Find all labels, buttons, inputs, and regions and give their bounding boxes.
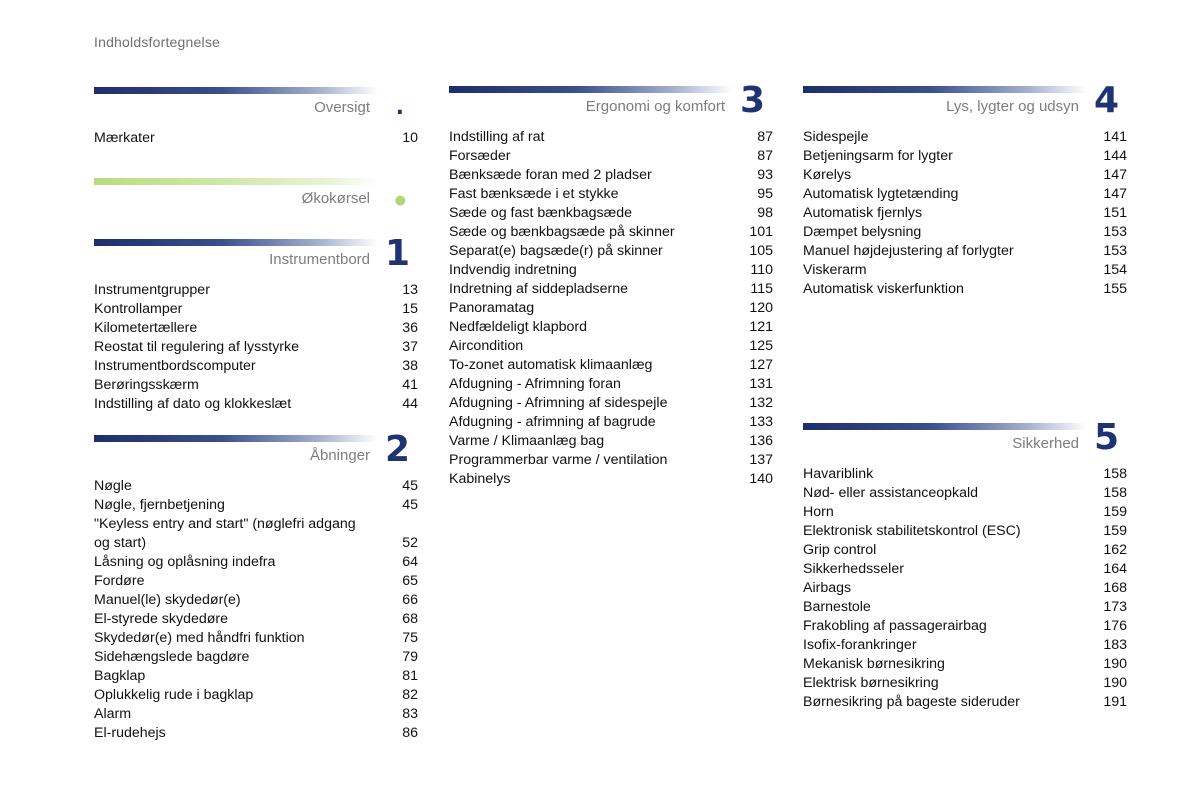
section-bar (449, 86, 733, 93)
toc-entry[interactable] (94, 667, 418, 686)
entry-page-number: 81 (402, 668, 418, 684)
toc-entry[interactable] (94, 319, 418, 338)
toc-entry[interactable] (449, 413, 773, 432)
entry-page-number: 120 (749, 300, 773, 316)
toc-entry[interactable] (803, 579, 1127, 598)
section-bar (94, 87, 378, 94)
section-number: 4 (1093, 80, 1119, 121)
section-bar (94, 239, 378, 246)
entry-page-number: 144 (1103, 148, 1127, 164)
entry-label: Kilometertællere (94, 320, 198, 336)
toc-entry[interactable] (94, 338, 418, 357)
entry-page-number: 121 (749, 319, 773, 335)
entry-page-number: 105 (749, 243, 773, 259)
toc-entry[interactable] (803, 204, 1127, 223)
section-abninger (94, 429, 418, 743)
toc-entry[interactable] (803, 185, 1127, 204)
toc-entry[interactable] (94, 591, 418, 610)
entry-label: Automatisk lygtetænding (803, 186, 959, 202)
entry-label: Indretning af siddepladserne (449, 281, 629, 297)
entry-label: Afdugning - afrimning af bagrude (449, 414, 656, 430)
entry-page-number: 154 (1103, 262, 1127, 278)
entry-label: Kontrollamper (94, 301, 183, 317)
section-bar (94, 435, 378, 442)
entry-label: Kørelys (803, 167, 852, 183)
entry-page-number: 95 (757, 186, 773, 202)
entry-label: Forsæder (449, 148, 511, 164)
toc-entry[interactable] (94, 496, 418, 515)
entry-label: Sæde og fast bænkbagsæde (449, 205, 632, 221)
entry-page-number: 168 (1103, 580, 1127, 596)
entry-page-number: 15 (402, 301, 418, 317)
entry-page-number: 44 (402, 396, 418, 412)
toc-entry[interactable] (803, 541, 1127, 560)
section-header (94, 87, 418, 129)
entry-label: Kabinelys (449, 471, 511, 487)
toc-entry[interactable] (449, 318, 773, 337)
entry-page-number: 68 (402, 611, 418, 627)
entry-list (803, 465, 1127, 712)
section-header (449, 80, 773, 128)
entry-page-number: 137 (749, 452, 773, 468)
section-bar (803, 423, 1087, 430)
entry-label: Viskerarm (803, 262, 867, 278)
section-lys (803, 80, 1127, 299)
entry-label: Isofix-forankringer (803, 637, 917, 653)
entry-page-number: 173 (1103, 599, 1127, 615)
section-number: 3 (739, 80, 765, 121)
entry-list (94, 129, 418, 148)
entry-page-number: 45 (402, 497, 418, 513)
toc-entry[interactable] (803, 128, 1127, 147)
toc-entry[interactable] (449, 280, 773, 299)
section-ergonomi (449, 80, 773, 489)
toc-entry[interactable] (803, 503, 1127, 522)
entry-label: Mærkater (94, 130, 155, 146)
entry-page-number: 115 (750, 281, 773, 297)
entry-label: Panoramatag (449, 300, 535, 316)
entry-page-number: 132 (749, 395, 773, 411)
entry-page-number: 191 (1103, 694, 1127, 710)
entry-page-number: 133 (749, 414, 773, 430)
entry-page-number: 10 (402, 130, 418, 146)
entry-label: Fast bænksæde i et stykke (449, 186, 619, 202)
entry-page-number: 164 (1103, 561, 1127, 577)
toc-entry[interactable] (449, 394, 773, 413)
entry-page-number: 13 (402, 282, 418, 298)
entry-label: Manuel højdejustering af forlygter (803, 243, 1014, 259)
entry-label: Nød- eller assistanceopkald (803, 485, 979, 501)
entry-page-number: 183 (1103, 637, 1127, 653)
entry-page-number: 151 (1103, 205, 1127, 221)
toc-entry[interactable] (94, 553, 418, 572)
entry-page-number: 159 (1103, 523, 1127, 539)
toc-entry[interactable] (803, 280, 1127, 299)
section-title[interactable]: Ergonomi og komfort (585, 98, 725, 115)
entry-page-number: 79 (402, 649, 418, 665)
entry-page-number: 83 (402, 706, 418, 722)
entry-page-number: 131 (749, 376, 773, 392)
entry-label: Bagklap (94, 668, 146, 684)
entry-label: Frakobling af passagerairbag (803, 618, 987, 634)
entry-list (803, 128, 1127, 299)
entry-label: Indstilling af dato og klokkeslæt (94, 396, 292, 412)
entry-label: Afdugning - Afrimning foran (449, 376, 621, 392)
section-header (94, 233, 418, 281)
entry-label: Låsning og oplåsning indefra (94, 554, 276, 570)
toc-entry[interactable] (449, 299, 773, 318)
entry-label: Oplukkelig rude i bagklap (94, 687, 254, 703)
entry-label: Nøgle (94, 478, 132, 494)
toc-entry[interactable] (449, 375, 773, 394)
section-oversigt (94, 87, 418, 148)
entry-label: "Keyless entry and start" (nøglefri adgang og start) (94, 516, 356, 551)
toc-entry[interactable] (449, 337, 773, 356)
entry-label: Afdugning - Afrimning af sidespejle (449, 395, 668, 411)
entry-page-number: 86 (402, 725, 418, 741)
section-bar (803, 86, 1087, 93)
entry-label: Mekanisk børnesikring (803, 656, 945, 672)
toc-entry[interactable] (449, 356, 773, 375)
toc-entry[interactable] (94, 724, 418, 743)
entry-label: Barnestole (803, 599, 871, 615)
entry-label: Nøgle, fjernbetjening (94, 497, 225, 513)
toc-entry[interactable] (449, 451, 773, 470)
entry-label: To-zonet automatisk klimaanlæg (449, 357, 653, 373)
entry-page-number: 127 (749, 357, 773, 373)
toc-entry[interactable] (803, 522, 1127, 541)
entry-page-number: 162 (1103, 542, 1127, 558)
entry-page-number: 190 (1103, 675, 1127, 691)
entry-label: Airbags (803, 580, 852, 596)
toc-entry[interactable] (449, 166, 773, 185)
entry-page-number: 110 (750, 262, 773, 278)
section-header (94, 178, 418, 220)
toc-entry[interactable] (803, 166, 1127, 185)
toc-entry[interactable] (803, 617, 1127, 636)
entry-page-number: 65 (402, 573, 418, 589)
entry-page-number: 147 (1103, 167, 1127, 183)
entry-page-number: 155 (1103, 281, 1127, 297)
toc-entry[interactable] (449, 242, 773, 261)
entry-page-number: 52 (402, 535, 418, 551)
toc-entry[interactable] (803, 223, 1127, 242)
toc-entry[interactable] (803, 147, 1127, 166)
section-instrumentbord (94, 233, 418, 414)
toc-entry[interactable] (803, 484, 1127, 503)
entry-label: Horn (803, 504, 834, 520)
entry-label: Instrumentbordscomputer (94, 358, 256, 374)
entry-page-number: 82 (402, 687, 418, 703)
entry-label: Alarm (94, 706, 132, 722)
entry-page-number: 101 (749, 224, 773, 240)
entry-page-number: 153 (1103, 243, 1127, 259)
entry-label: Programmerbar varme / ventilation (449, 452, 668, 468)
section-title[interactable]: Instrumentbord (269, 251, 370, 268)
toc-entry[interactable] (94, 629, 418, 648)
toc-entry[interactable] (449, 204, 773, 223)
entry-page-number: 93 (757, 167, 773, 183)
entry-label: Berøringsskærm (94, 377, 199, 393)
toc-entry[interactable] (94, 477, 418, 496)
entry-page-number: 176 (1103, 618, 1127, 634)
section-title[interactable]: Økokørsel (301, 190, 370, 207)
entry-label: Sidespejle (803, 129, 869, 145)
section-bar (94, 178, 378, 185)
entry-label: Fordøre (94, 573, 145, 589)
entry-page-number: 136 (749, 433, 773, 449)
entry-label: Elektronisk stabilitetskontrol (ESC) (803, 523, 1021, 539)
entry-list (449, 128, 773, 489)
entry-list (94, 281, 418, 414)
entry-label: Varme / Klimaanlæg bag (449, 433, 605, 449)
entry-label: El-styrede skydedøre (94, 611, 229, 627)
section-header (94, 429, 418, 477)
entry-label: El-rudehejs (94, 725, 166, 741)
toc-entry[interactable] (449, 261, 773, 280)
toc-entry[interactable] (449, 432, 773, 451)
toc-entry[interactable] (94, 395, 418, 414)
toc-entry[interactable] (803, 261, 1127, 280)
entry-label: Sidehængslede bagdøre (94, 649, 250, 665)
entry-page-number: 36 (402, 320, 418, 336)
entry-page-number: 87 (757, 148, 773, 164)
entry-label: Dæmpet belysning (803, 224, 922, 240)
entry-label: Elektrisk børnesikring (803, 675, 939, 691)
toc-entry[interactable] (94, 129, 418, 148)
toc-entry[interactable] (803, 693, 1127, 712)
entry-page-number: 153 (1103, 224, 1127, 240)
entry-page-number: 140 (749, 471, 773, 487)
entry-label: Bænksæde foran med 2 pladser (449, 167, 652, 183)
toc-entry[interactable] (94, 572, 418, 591)
section-number: 2 (384, 429, 410, 470)
toc-entry[interactable] (94, 610, 418, 629)
toc-entry[interactable] (94, 648, 418, 667)
toc-entry[interactable] (803, 674, 1127, 693)
entry-label: Nedfældeligt klapbord (449, 319, 588, 335)
entry-label: Indstilling af rat (449, 129, 545, 145)
toc-entry[interactable] (449, 185, 773, 204)
toc-entry[interactable] (94, 686, 418, 705)
entry-label: Separat(e) bagsæde(r) på skinner (449, 243, 663, 259)
entry-page-number: 125 (749, 338, 773, 354)
page-title: Indholdsfortegnelse (94, 34, 220, 50)
section-title[interactable]: Oversigt (314, 99, 370, 116)
section-title[interactable]: Åbninger (309, 447, 370, 464)
toc-entry[interactable] (803, 598, 1127, 617)
toc-entry[interactable] (94, 281, 418, 300)
entry-label: Sæde og bænkbagsæde på skinner (449, 224, 675, 240)
entry-label: Indvendig indretning (449, 262, 577, 278)
leaf-icon: ● (394, 193, 406, 208)
section-header (803, 80, 1127, 128)
entry-page-number: 141 (1103, 129, 1127, 145)
entry-label: Manuel(le) skydedør(e) (94, 592, 241, 608)
entry-page-number: 64 (402, 554, 418, 570)
entry-label: Automatisk viskerfunktion (803, 281, 964, 297)
toc-entry[interactable] (94, 376, 418, 395)
entry-list (94, 477, 418, 743)
entry-page-number: 158 (1103, 466, 1127, 482)
entry-page-number: 87 (757, 129, 773, 145)
section-number: 5 (1093, 417, 1119, 458)
entry-page-number: 66 (402, 592, 418, 608)
toc-entry[interactable] (449, 223, 773, 242)
toc-entry[interactable] (803, 465, 1127, 484)
entry-page-number: 190 (1103, 656, 1127, 672)
entry-page-number: 147 (1103, 186, 1127, 202)
toc-entry[interactable] (803, 242, 1127, 261)
entry-label: Grip control (803, 542, 877, 558)
section-sikkerhed (803, 417, 1127, 712)
toc-entry[interactable] (94, 515, 418, 553)
section-number: . (395, 95, 404, 120)
entry-page-number: 37 (402, 339, 418, 355)
entry-label: Sikkerhedsseler (803, 561, 904, 577)
section-title[interactable]: Lys, lygter og udsyn (946, 98, 1079, 115)
section-number: 1 (384, 233, 410, 274)
section-okokorsel (94, 178, 418, 220)
toc-entry[interactable] (94, 357, 418, 376)
toc-entry[interactable] (803, 636, 1127, 655)
section-title[interactable]: Sikkerhed (1012, 435, 1079, 452)
entry-label: Reostat til regulering af lysstyrke (94, 339, 300, 355)
entry-label: Aircondition (449, 338, 524, 354)
entry-page-number: 75 (402, 630, 418, 646)
entry-page-number: 159 (1103, 504, 1127, 520)
toc-entry[interactable] (94, 300, 418, 319)
toc-entry[interactable] (449, 128, 773, 147)
entry-label: Automatisk fjernlys (803, 205, 923, 221)
toc-entry[interactable] (449, 147, 773, 166)
entry-page-number: 98 (757, 205, 773, 221)
toc-entry[interactable] (94, 705, 418, 724)
entry-page-number: 45 (402, 478, 418, 494)
entry-label: Havariblink (803, 466, 874, 482)
entry-page-number: 158 (1103, 485, 1127, 501)
entry-page-number: 38 (402, 358, 418, 374)
entry-page-number: 41 (402, 377, 418, 393)
toc-entry[interactable] (803, 655, 1127, 674)
entry-label: Børnesikring på bageste sideruder (803, 694, 1020, 710)
entry-label: Skydedør(e) med håndfri funktion (94, 630, 305, 646)
toc-entry[interactable] (449, 470, 773, 489)
entry-label: Instrumentgrupper (94, 282, 210, 298)
section-header (803, 417, 1127, 465)
toc-entry[interactable] (803, 560, 1127, 579)
entry-label: Betjeningsarm for lygter (803, 148, 953, 164)
